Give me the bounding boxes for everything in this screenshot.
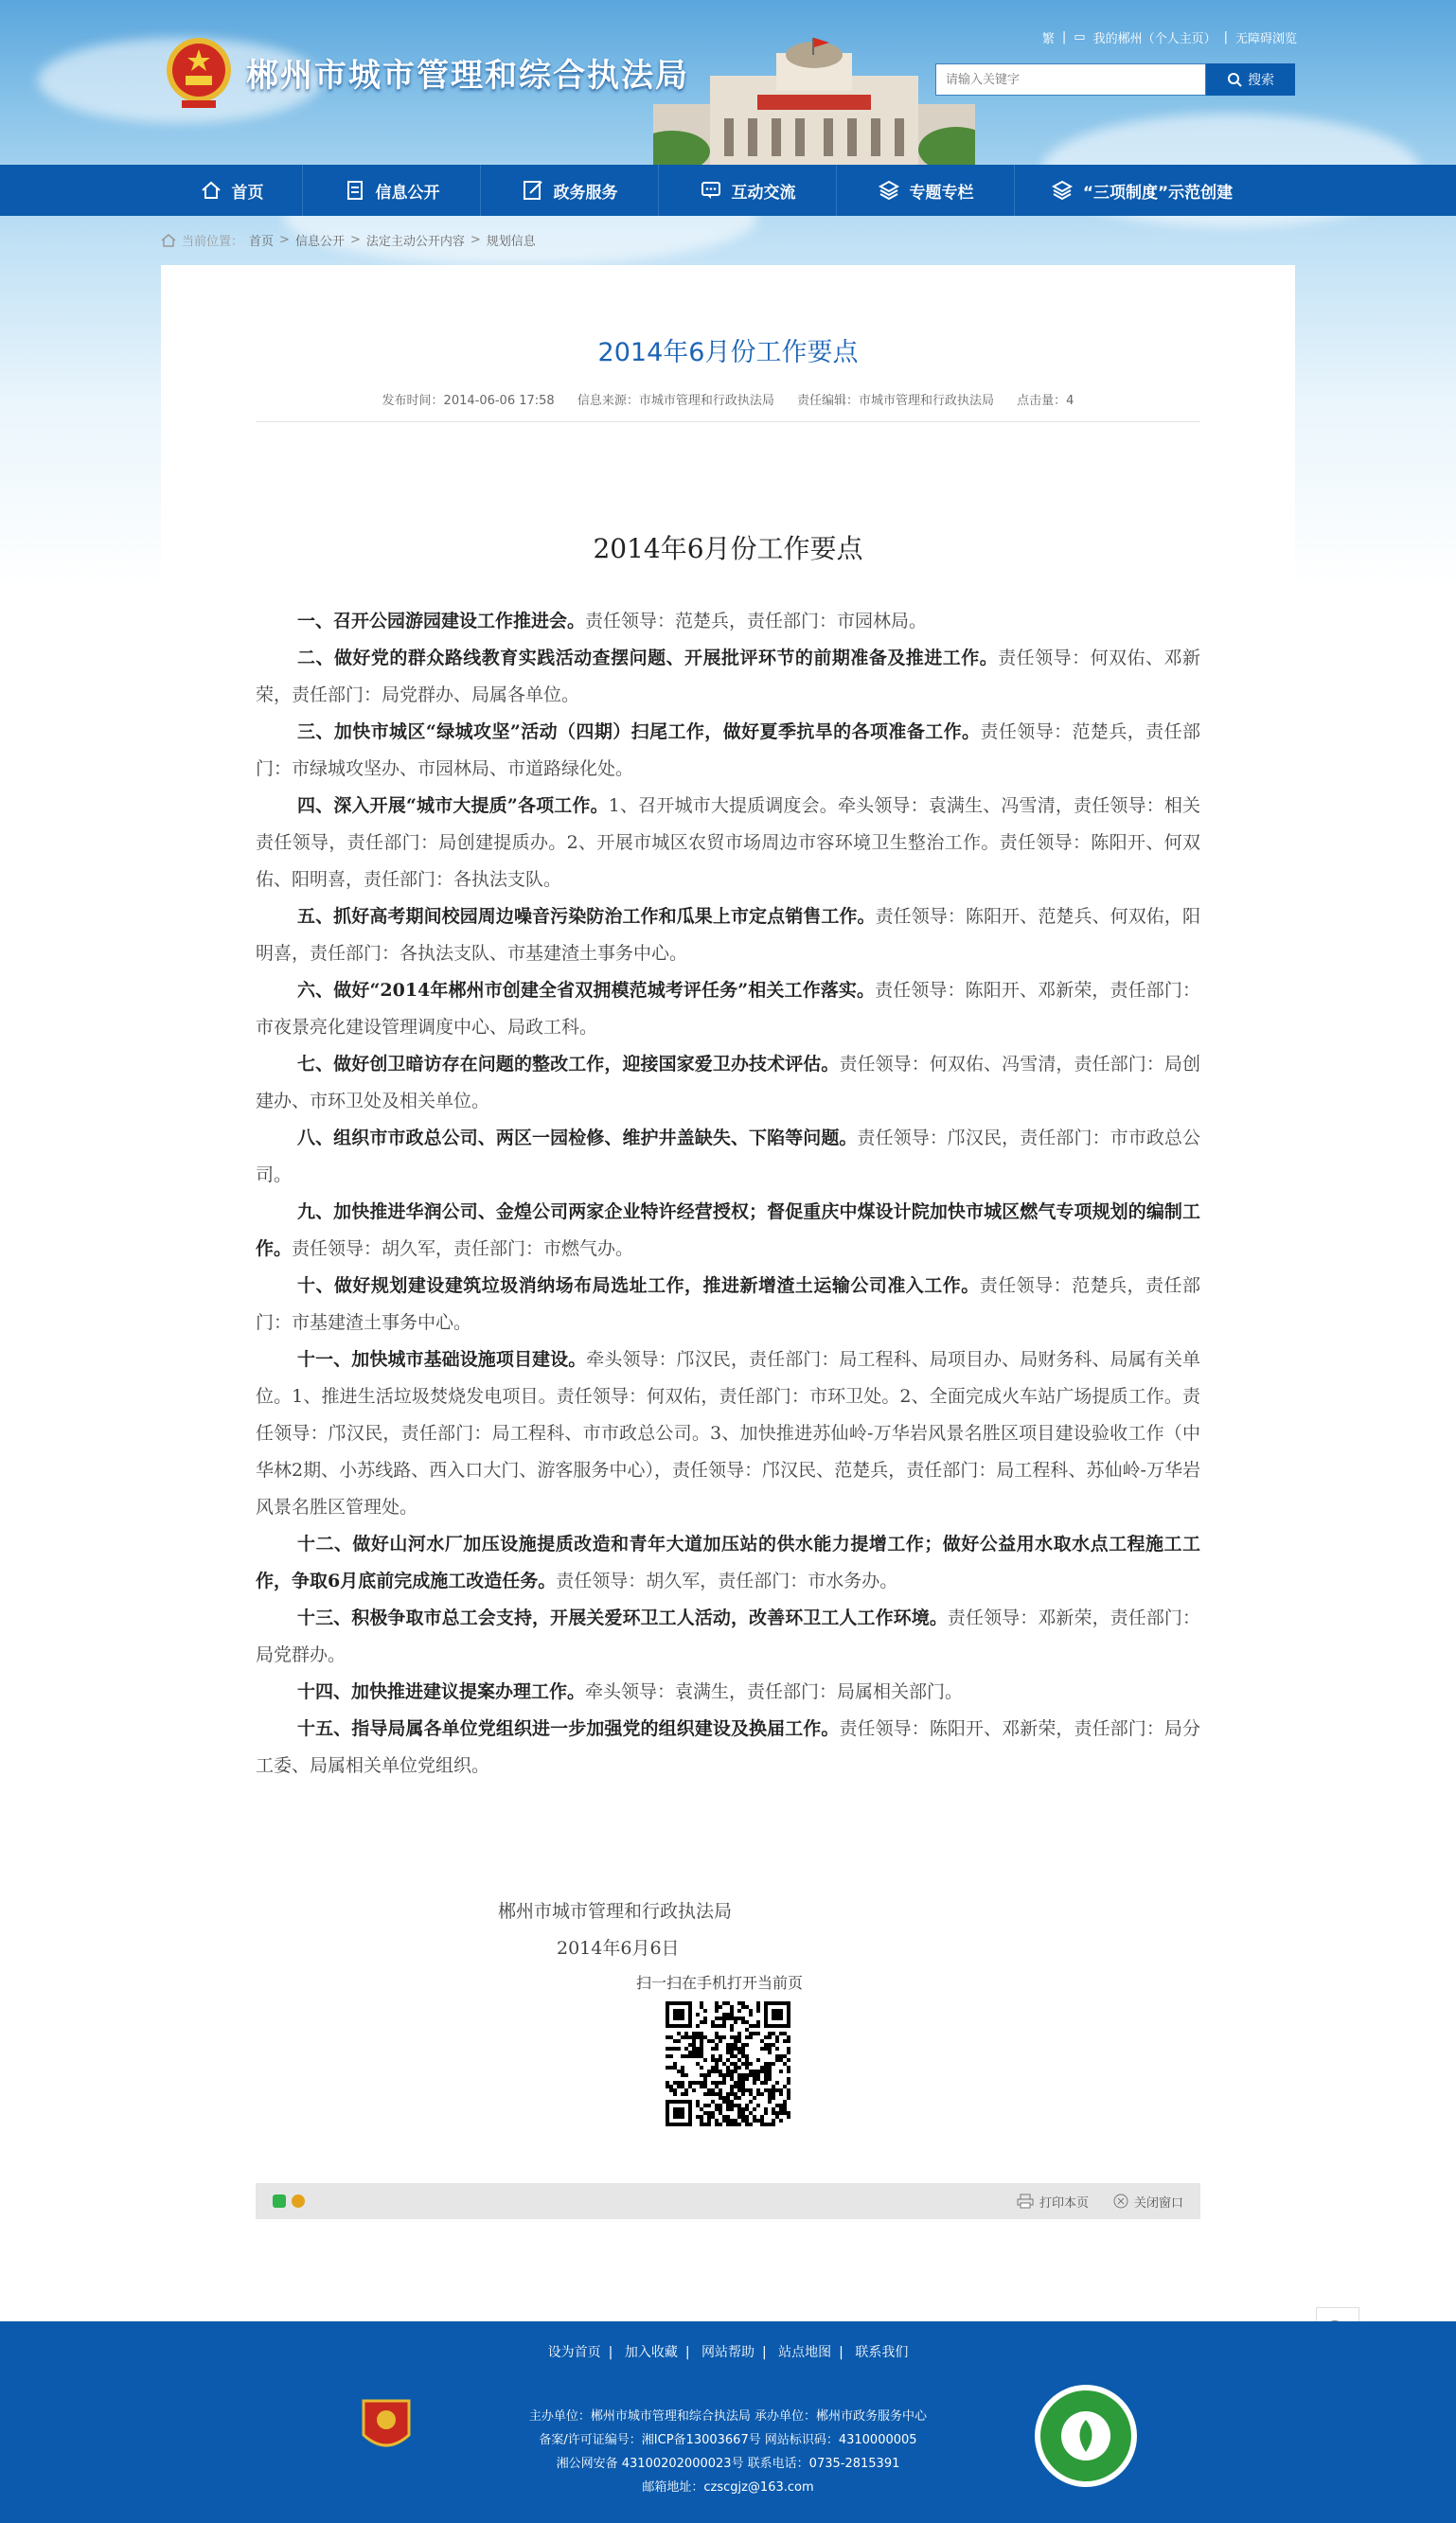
paragraph-text: 责任领导：何双佑、邓新荣，责任部门：局党群办、局属各单位。	[256, 648, 1200, 705]
nav-info-disclosure[interactable]: 信息公开	[303, 165, 481, 216]
paragraph-heading: 三、加快市城区“绿城攻坚”活动（四期）扫尾工作，做好夏季抗旱的各项准备工作。	[297, 721, 981, 742]
breadcrumb-planning[interactable]: 规划信息	[486, 235, 536, 249]
paragraph-heading: 四、深入开展“城市大提质”各项工作。	[297, 795, 609, 816]
monitor-icon: ▭	[1074, 30, 1086, 44]
paragraph-text: 牵头领导：邝汉民，责任部门：局工程科、局项目办、局财务科、局属有关单位。1、推进生活垃圾焚烧发电项目。责任领导：何双佑，责任部门：市环卫处。2、全面完成火车站广场提质工作。责任领导：邝汉民，责任部门：局工程科、市市政总公司。3、加快推进苏仙岭-万华岩风景名胜区项目建设验收工作（中华林2期、小苏线路、西入口大门、游客服务中心），责任领导：邝汉民、范楚兵，责任部门：局工程科、苏仙岭-万华岩风景名胜区管理处。	[256, 1349, 1200, 1518]
breadcrumb-home[interactable]: 首页	[249, 235, 275, 249]
view-count: 点击量：4	[1017, 394, 1074, 408]
footer-link-contact[interactable]: 联系我们	[855, 2345, 909, 2360]
main-nav	[0, 165, 1456, 216]
search-button[interactable]: 搜索	[1206, 63, 1295, 96]
article-paragraph	[256, 714, 1200, 788]
divider	[256, 421, 1200, 422]
paragraph-text: 责任领导：何双佑、冯雪清，责任部门：局创建办、市环卫处及相关单位。	[256, 1054, 1200, 1111]
document-title: 2014年6月份工作要点	[593, 533, 863, 564]
article-title: 2014年6月份工作要点	[597, 338, 859, 367]
article-paragraph	[256, 972, 1200, 1046]
weibo-share-icon[interactable]	[292, 2194, 305, 2208]
article-meta	[161, 390, 1295, 408]
paragraph-heading: 十二、做好山河水厂加压设施提质改造和青年大道加压站的供水能力提增工作；做好公益用水取水点工程施工工作，争取6月底前完成施工改造任务。	[256, 1534, 1200, 1591]
nav-gov-services[interactable]: 政务服务	[481, 165, 659, 216]
wechat-share-icon[interactable]	[273, 2194, 286, 2208]
document-icon	[344, 179, 366, 202]
footer-link-homepage[interactable]: 设为首页	[547, 2345, 601, 2360]
layers-icon	[878, 179, 900, 202]
paragraph-heading: 二、做好党的群众路线教育实践活动查摆问题、开展批评环节的前期准备及推进工作。	[297, 648, 999, 668]
footer-police: 湘公网安备 43100202000023号 联系电话：0735-2815391	[556, 2457, 900, 2471]
footer-sponsor: 主办单位：郴州市城市管理和综合执法局 承办单位：郴州市政务服务中心	[528, 2409, 928, 2424]
footer-links: 设为首页 | 加入收藏 | 网站帮助 | 站点地图 | 联系我们	[547, 2345, 909, 2360]
civilization-badge-icon[interactable]	[1032, 2382, 1140, 2490]
print-button[interactable]: 打印本页	[1017, 2193, 1089, 2211]
nav-interaction[interactable]: 互动交流	[659, 165, 837, 216]
close-window-button[interactable]: 关闭窗口	[1113, 2193, 1183, 2211]
paragraph-text: 责任领导：胡久军，责任部门：市水务办。	[556, 1571, 898, 1591]
paragraph-heading: 八、组织市市政总公司、两区一园检修、维护井盖缺失、下陷等问题。	[297, 1128, 858, 1148]
paragraph-heading: 七、做好创卫暗访存在问题的整改工作，迎接国家爱卫办技术评估。	[297, 1054, 840, 1075]
paragraph-text: 责任领导：邓新荣，责任部门：局党群办。	[256, 1608, 1200, 1665]
article-paragraph	[256, 788, 1200, 898]
article-paragraph	[256, 640, 1200, 714]
article-paragraph	[256, 1526, 1200, 1600]
qr-label: 扫一扫在手机打开当前页	[636, 1974, 804, 1992]
article-paragraph	[256, 1268, 1200, 1341]
home-icon	[161, 234, 176, 247]
footer	[0, 2321, 1456, 2523]
article-paragraph	[256, 898, 1200, 972]
edit-icon	[522, 179, 544, 202]
breadcrumb-statutory[interactable]: 法定主动公开内容	[365, 235, 465, 249]
traditional-chinese-link[interactable]: 繁	[1041, 32, 1055, 46]
my-chenzhou-link[interactable]: 我的郴州（个人主页）	[1092, 32, 1216, 46]
paragraph-text: 牵头领导：袁满生，责任部门：局属相关部门。	[585, 1681, 964, 1702]
paragraph-heading: 一、召开公园游园建设工作推进会。	[297, 611, 586, 631]
article-card	[161, 265, 1295, 2234]
paragraph-text: 责任领导：范楚兵，责任部门：市基建渣土事务中心。	[256, 1275, 1200, 1333]
footer-link-help[interactable]: 网站帮助	[701, 2345, 755, 2360]
home-icon	[200, 179, 222, 202]
chat-icon	[700, 179, 722, 202]
nav-special-topics[interactable]: 专题专栏	[837, 165, 1015, 216]
search-icon	[1227, 72, 1242, 87]
paragraph-text: 责任领导：陈阳开、邓新荣，责任部门：市夜景亮化建设管理调度中心、局政工科。	[256, 980, 1200, 1038]
paragraph-heading: 九、加快推进华润公司、金煌公司两家企业特许经营授权；督促重庆中煤设计院加快市城区燃气专项规划的编制工作。	[256, 1201, 1200, 1259]
article-paragraph	[256, 1600, 1200, 1674]
paragraph-text: 1、召开城市大提质调度会。牵头领导：袁满生、冯雪清，责任领导：相关责任领导，责任部门：局创建提质办。2、开展市城区农贸市场周边市容环境卫生整治工作。责任领导：陈阳开、何双佑、阳明喜，责任部门：各执法支队。	[256, 795, 1201, 890]
footer-info	[0, 2405, 1456, 2499]
breadcrumb-prefix: 当前位置：	[182, 235, 244, 249]
publish-time: 发布时间：2014-06-06 17:58	[382, 394, 555, 408]
national-emblem-icon	[163, 34, 235, 110]
accessibility-link[interactable]: 无障碍浏览	[1234, 32, 1297, 46]
footer-email: 邮箱地址：czscgjz@163.com	[642, 2480, 814, 2495]
article-paragraph	[256, 1046, 1200, 1120]
footer-icp: 备案/许可证编号：湘ICP备13003667号 网站标识码：4310000005	[539, 2433, 917, 2447]
article-body	[256, 603, 1200, 1785]
paragraph-text: 责任领导：胡久军，责任部门：市燃气办。	[292, 1238, 634, 1259]
paragraph-text: 责任领导：陈阳开、范楚兵、何双佑，阳明喜，责任部门：各执法支队、市基建渣土事务中心。	[256, 906, 1200, 964]
footer-link-favorite[interactable]: 加入收藏	[624, 2345, 678, 2360]
signature-date: 2014年6月6日	[557, 1938, 680, 1959]
site-title[interactable]: 郴州市城市管理和综合执法局	[246, 57, 689, 95]
paragraph-heading: 十、做好规划建设建筑垃圾消纳场布局选址工作，推进新增渣土运输公司准入工作。	[297, 1275, 980, 1296]
search-input[interactable]	[935, 63, 1206, 96]
breadcrumb: 当前位置： 首页 > 信息公开 > 法定主动公开内容 > 规划信息	[161, 231, 536, 249]
paragraph-text: 责任领导：陈阳开、邓新荣，责任部门：局分工委、局属相关单位党组织。	[256, 1718, 1200, 1776]
paragraph-heading: 六、做好“2014年郴州市创建全省双拥模范城考评任务”相关工作落实。	[297, 980, 876, 1001]
nav-home[interactable]: 首页	[161, 165, 303, 216]
top-links: 繁 | ▭ 我的郴州（个人主页） | 无障碍浏览	[1041, 30, 1297, 46]
paragraph-heading: 十五、指导局属各单位党组织进一步加强党的组织建设及换届工作。	[297, 1718, 840, 1739]
responsible-editor: 责任编辑：市城市管理和行政执法局	[797, 394, 995, 408]
article-paragraph	[256, 1194, 1200, 1268]
paragraph-heading: 十一、加快城市基础设施项目建设。	[297, 1349, 587, 1370]
close-icon	[1113, 2194, 1128, 2209]
article-paragraph	[256, 1674, 1200, 1711]
paragraph-text: 责任领导：范楚兵，责任部门：市园林局。	[585, 611, 928, 631]
stack-icon	[1051, 179, 1074, 202]
article-paragraph	[256, 1341, 1200, 1526]
article-paragraph	[256, 1711, 1200, 1785]
paragraph-heading: 十四、加快推进建议提案办理工作。	[297, 1681, 586, 1702]
paragraph-text: 责任领导：范楚兵，责任部门：市绿城攻坚办、市园林局、市道路绿化处。	[256, 721, 1200, 779]
article-paragraph	[256, 1120, 1200, 1194]
footer-link-sitemap[interactable]: 站点地图	[778, 2345, 832, 2360]
article-paragraph	[256, 603, 1200, 640]
paragraph-heading: 五、抓好高考期间校园周边噪音污染防治工作和瓜果上市定点销售工作。	[297, 906, 876, 927]
article-toolbar	[256, 2183, 1200, 2219]
printer-icon	[1017, 2194, 1034, 2209]
nav-three-systems[interactable]: “三项制度”示范创建	[1015, 165, 1269, 216]
qr-code	[666, 2001, 790, 2126]
paragraph-text: 责任领导：邝汉民，责任部门：市市政总公司。	[256, 1128, 1200, 1185]
info-source: 信息来源：市城市管理和行政执法局	[577, 394, 774, 408]
breadcrumb-info[interactable]: 信息公开	[294, 235, 345, 249]
building-illustration	[653, 38, 975, 165]
signature-organization: 郴州市城市管理和行政执法局	[498, 1901, 733, 1922]
paragraph-heading: 十三、积极争取市总工会支持，开展关爱环卫工人活动，改善环卫工人工作环境。	[297, 1608, 948, 1628]
